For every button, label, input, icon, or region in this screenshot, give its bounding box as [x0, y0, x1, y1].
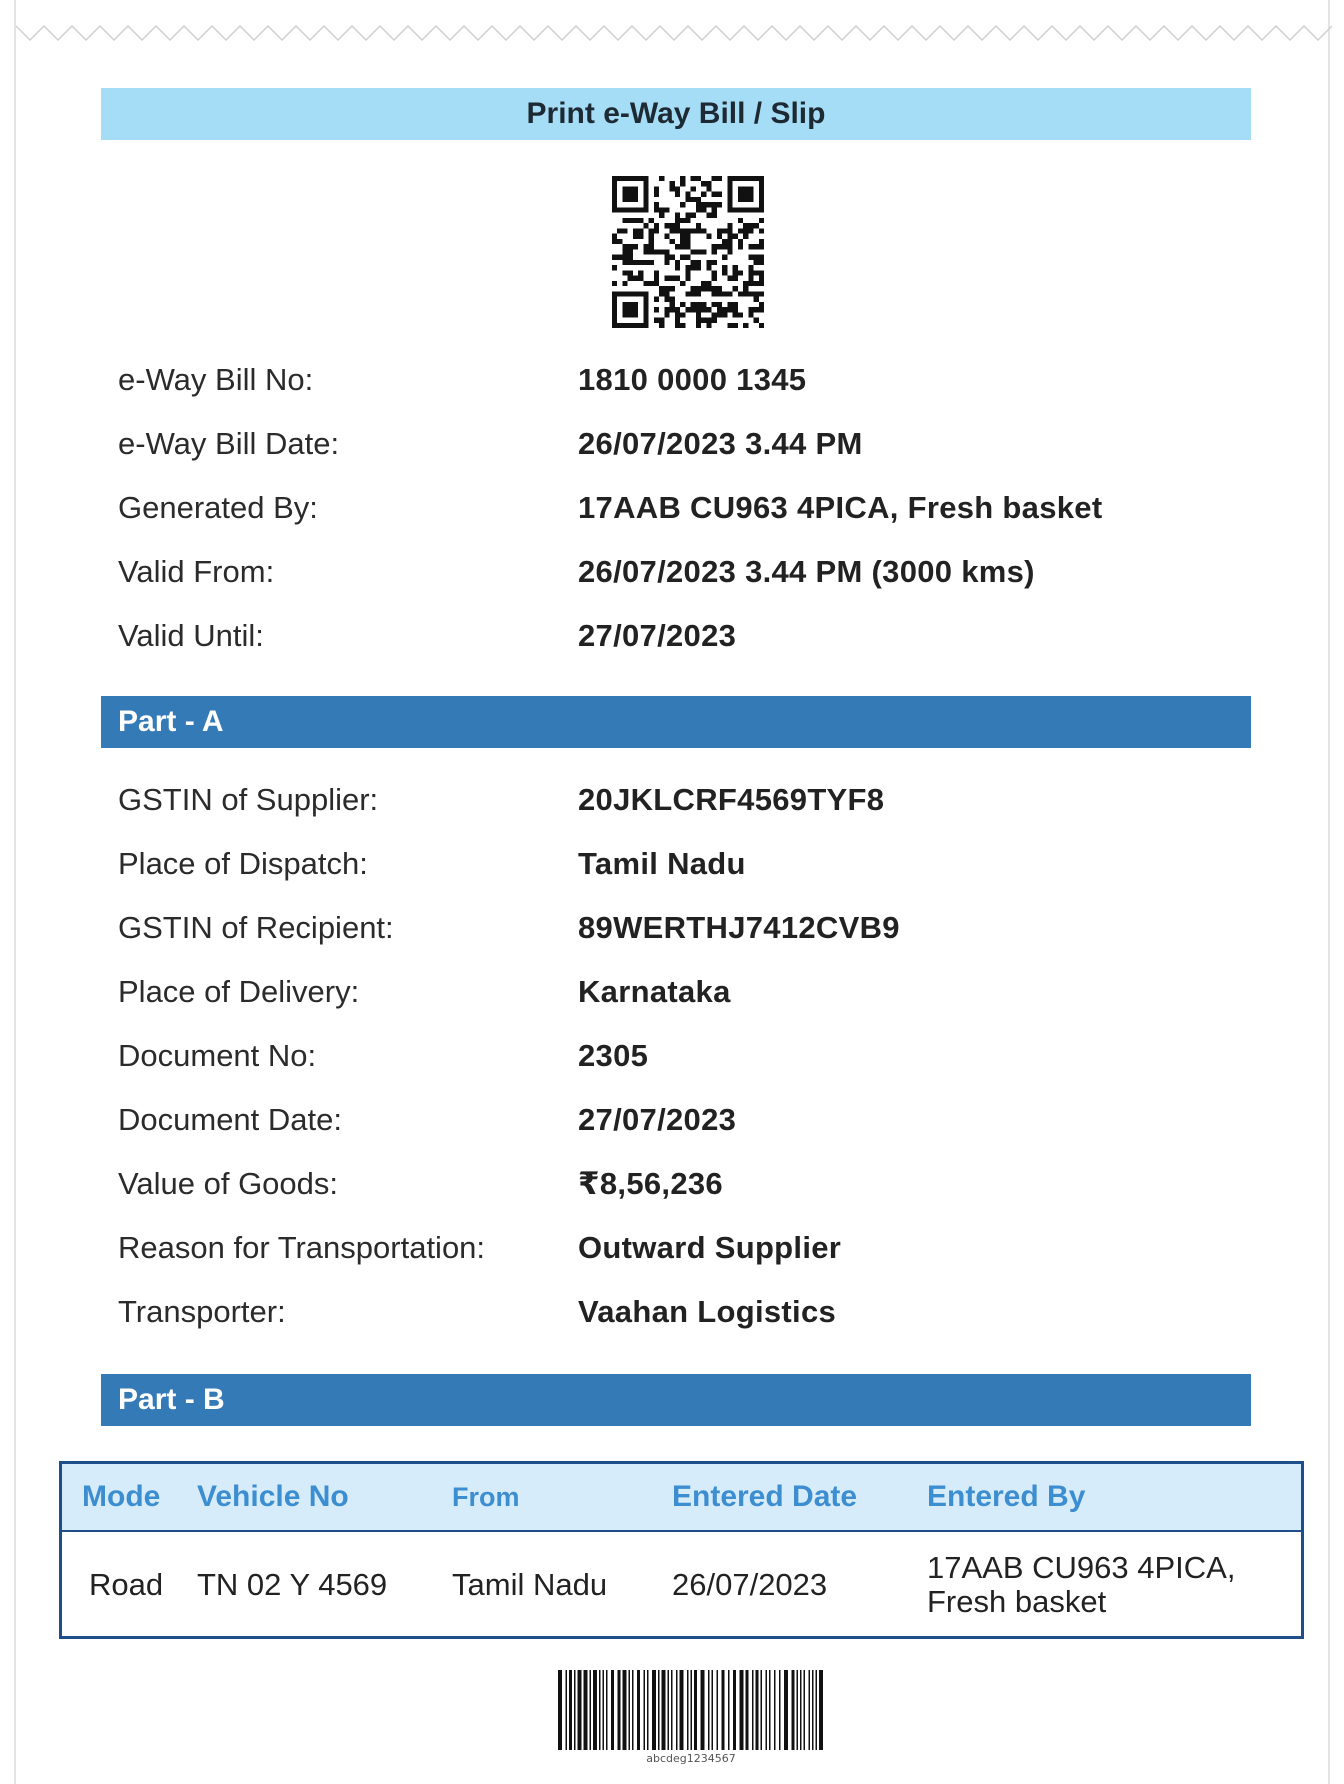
- table-header: [62, 1464, 1301, 1532]
- field-value: Vaahan Logistics: [578, 1294, 837, 1329]
- field-value: ₹8,56,236: [578, 1166, 723, 1201]
- part-a-row: [118, 1024, 1218, 1088]
- summary-row: [118, 604, 1218, 668]
- part-a-row: [118, 896, 1218, 960]
- summary-row: [118, 348, 1218, 412]
- field-value: Outward Supplier: [578, 1230, 842, 1265]
- eway-bill-slip: [14, 0, 1330, 1784]
- column-header-mode: Mode: [82, 1480, 161, 1513]
- field-label: e-Way Bill Date:: [118, 426, 340, 461]
- column-header-entered-date: Entered Date: [672, 1480, 858, 1513]
- column-header-entered-by: Entered By: [927, 1480, 1086, 1513]
- field-label: e-Way Bill No:: [118, 362, 314, 397]
- field-label: Place of Delivery:: [118, 974, 360, 1009]
- summary-section: [118, 348, 1218, 668]
- cell-entered-by: 17AAB CU963 4PICA, Fresh basket: [927, 1550, 1236, 1619]
- part-a-heading: Part - A: [101, 696, 1251, 748]
- page-title: Print e-Way Bill / Slip: [101, 88, 1251, 140]
- field-label: GSTIN of Supplier:: [118, 782, 379, 817]
- summary-row: [118, 476, 1218, 540]
- field-label: Reason for Transportation:: [118, 1230, 486, 1265]
- part-a-row: [118, 832, 1218, 896]
- field-label: Transporter:: [118, 1294, 286, 1329]
- field-label: Generated By:: [118, 490, 318, 525]
- torn-edge-decoration: [16, 0, 1332, 60]
- field-value: 17AAB CU963 4PICA, Fresh basket: [578, 490, 1103, 525]
- field-value: 26/07/2023 3.44 PM (3000 kms): [578, 554, 1035, 589]
- part-b-heading: Part - B: [101, 1374, 1251, 1426]
- summary-row: [118, 540, 1218, 604]
- field-label: Document Date:: [118, 1102, 342, 1137]
- field-value: 2305: [578, 1038, 649, 1073]
- part-a-row: [118, 1216, 1218, 1280]
- field-value: 1810 0000 1345: [578, 362, 807, 397]
- summary-row: [118, 412, 1218, 476]
- field-value: 89WERTHJ7412CVB9: [578, 910, 900, 945]
- qr-code: [612, 176, 764, 328]
- part-a-row: [118, 1280, 1218, 1344]
- field-label: Place of Dispatch:: [118, 846, 368, 881]
- column-header-vehicle-no: Vehicle No: [197, 1480, 349, 1513]
- field-value: 20JKLCRF4569TYF8: [578, 782, 885, 817]
- barcode: [556, 1670, 826, 1750]
- field-label: Document No:: [118, 1038, 317, 1073]
- field-value: Tamil Nadu: [578, 846, 746, 881]
- field-value: Karnataka: [578, 974, 731, 1009]
- field-label: Valid From:: [118, 554, 275, 589]
- barcode-number: abcdeg1234567: [646, 1752, 736, 1765]
- field-label: Value of Goods:: [118, 1166, 339, 1201]
- cell-entered-date: 26/07/2023: [672, 1567, 828, 1602]
- part-a-section: [118, 768, 1218, 1344]
- table-row: [62, 1532, 1301, 1638]
- part-a-row: [118, 1088, 1218, 1152]
- part-a-row: [118, 768, 1218, 832]
- column-header-from: From: [452, 1481, 520, 1512]
- part-a-row: [118, 960, 1218, 1024]
- part-a-row: [118, 1152, 1218, 1216]
- field-label: Valid Until:: [118, 618, 264, 653]
- cell-from: Tamil Nadu: [452, 1567, 608, 1602]
- field-value: 26/07/2023 3.44 PM: [578, 426, 863, 461]
- vehicle-details-table: [59, 1461, 1304, 1639]
- field-value: 27/07/2023: [578, 1102, 737, 1137]
- field-value: 27/07/2023: [578, 618, 737, 653]
- cell-mode: Road: [89, 1567, 164, 1602]
- field-label: GSTIN of Recipient:: [118, 910, 394, 945]
- cell-vehicle-no: TN 02 Y 4569: [197, 1567, 388, 1602]
